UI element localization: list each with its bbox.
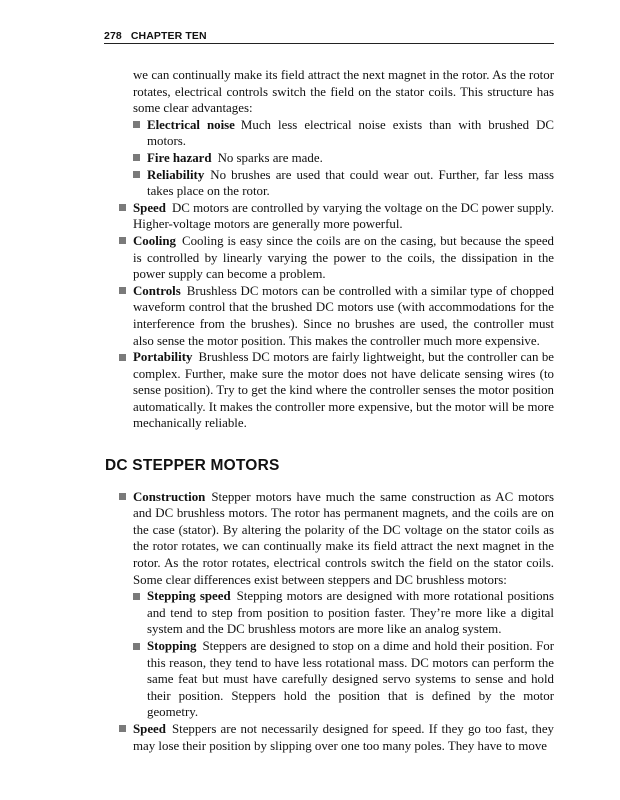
term: Speed bbox=[133, 721, 166, 736]
list-item bbox=[119, 721, 554, 754]
definition: Brushless DC motors are fairly lightweight, but the controller can be complex. Further, make sure the motor does not have delicate sensing wires (to sense position). Try to get the kind where the controller senses the motor position automatically. It makes the controller more expensive, but the motor will be more mechanically reliable. bbox=[133, 350, 554, 431]
definition: Stepping motors are designed with more rotational positions and tend to step from position to position faster. They’re more like a digital system and the DC brushless motors are more like an analog system. bbox=[147, 589, 554, 637]
running-header bbox=[104, 30, 554, 44]
definition: Steppers are not necessarily designed for speed. If they go too fast, they may lose their position by slipping over one too many poles. They have to move bbox=[133, 721, 554, 753]
term: Stepping speed bbox=[147, 589, 231, 604]
list-item bbox=[133, 150, 554, 167]
page-number: 278 bbox=[104, 30, 122, 42]
definition: Stepper motors have much the same construction as AC motors and DC brushless motors. The rotor has permanent magnets, and the coils are on the case (stator). By altering the polarity of the DC voltage on the stator coils as the rotor rotates, we can continually make its field attract the next magnet in the rotor. As the rotor rotates, electrical controls switch the field on the stator coils. Some clear differences exist between steppers and DC brushless motors: bbox=[133, 489, 554, 587]
term: Fire hazard bbox=[147, 150, 212, 165]
term: Stopping bbox=[147, 639, 197, 653]
term: Portability bbox=[133, 350, 193, 365]
definition: No brushes are used that could wear out. Further, far less mass takes place on the rotor. bbox=[147, 167, 554, 199]
list-item bbox=[119, 233, 554, 283]
bullet-square-icon bbox=[119, 354, 126, 361]
term: Cooling bbox=[133, 233, 176, 248]
chapter-title: CHAPTER TEN bbox=[130, 30, 207, 42]
bullet-square-icon bbox=[133, 171, 140, 178]
list-item bbox=[133, 588, 554, 638]
term: Electrical noise bbox=[147, 117, 235, 132]
bullet-square-icon bbox=[119, 287, 126, 294]
list-item bbox=[119, 489, 554, 589]
definition: Much less electrical noise exists than with brushed DC motors. bbox=[147, 117, 554, 149]
bullet-square-icon bbox=[133, 154, 140, 161]
bullet-square-icon bbox=[119, 204, 126, 211]
definition: Cooling is easy since the coils are on the casing, but because the speed is controlled by linearly varying the power to the coils, the dissipation in the power supply can become a problem. bbox=[133, 233, 554, 282]
term: Controls bbox=[133, 283, 181, 298]
term: Reliability bbox=[147, 167, 205, 182]
list-item bbox=[133, 167, 554, 200]
bullet-square-icon bbox=[119, 493, 126, 500]
list-item bbox=[119, 349, 554, 432]
definition: Brushless DC motors can be controlled with a similar type of chopped waveform control that the brushed DC motors use (with accommodations for the interference from the brushes). Since no brushes are used, the controller must also sense the motor position. This makes the controller much more expensive. bbox=[133, 283, 554, 348]
section-heading: DC STEPPER MOTORS bbox=[105, 457, 280, 475]
term: Speed bbox=[133, 200, 166, 215]
page-body bbox=[105, 67, 554, 754]
definition: DC motors are controlled by varying the voltage on the DC power supply. Higher-voltage motors are generally more powerful. bbox=[133, 200, 554, 232]
definition: Steppers are designed to stop on a dime and hold their position. For this reason, they tend to have less rotational mass. DC motors can perform the same feat but must have carefully designed servo systems to sense and hold their position. Steppers hold the position that is defined by the motor geometry. bbox=[147, 639, 554, 720]
list-item bbox=[133, 117, 554, 150]
term: Construction bbox=[133, 489, 206, 504]
bullet-square-icon bbox=[119, 725, 126, 732]
bullet-square-icon bbox=[133, 593, 140, 600]
intro-paragraph: we can continually make its field attract the next magnet in the rotor. As the rotor rotates, electrical controls switch the field on the stator coils. This structure has some clear advantages: bbox=[133, 68, 554, 116]
list-item bbox=[119, 283, 554, 349]
list-item bbox=[119, 200, 554, 233]
bullet-square-icon bbox=[133, 643, 140, 650]
bullet-square-icon bbox=[133, 121, 140, 128]
bullet-square-icon bbox=[119, 237, 126, 244]
definition: No sparks are made. bbox=[217, 150, 323, 165]
list-item bbox=[133, 638, 554, 721]
